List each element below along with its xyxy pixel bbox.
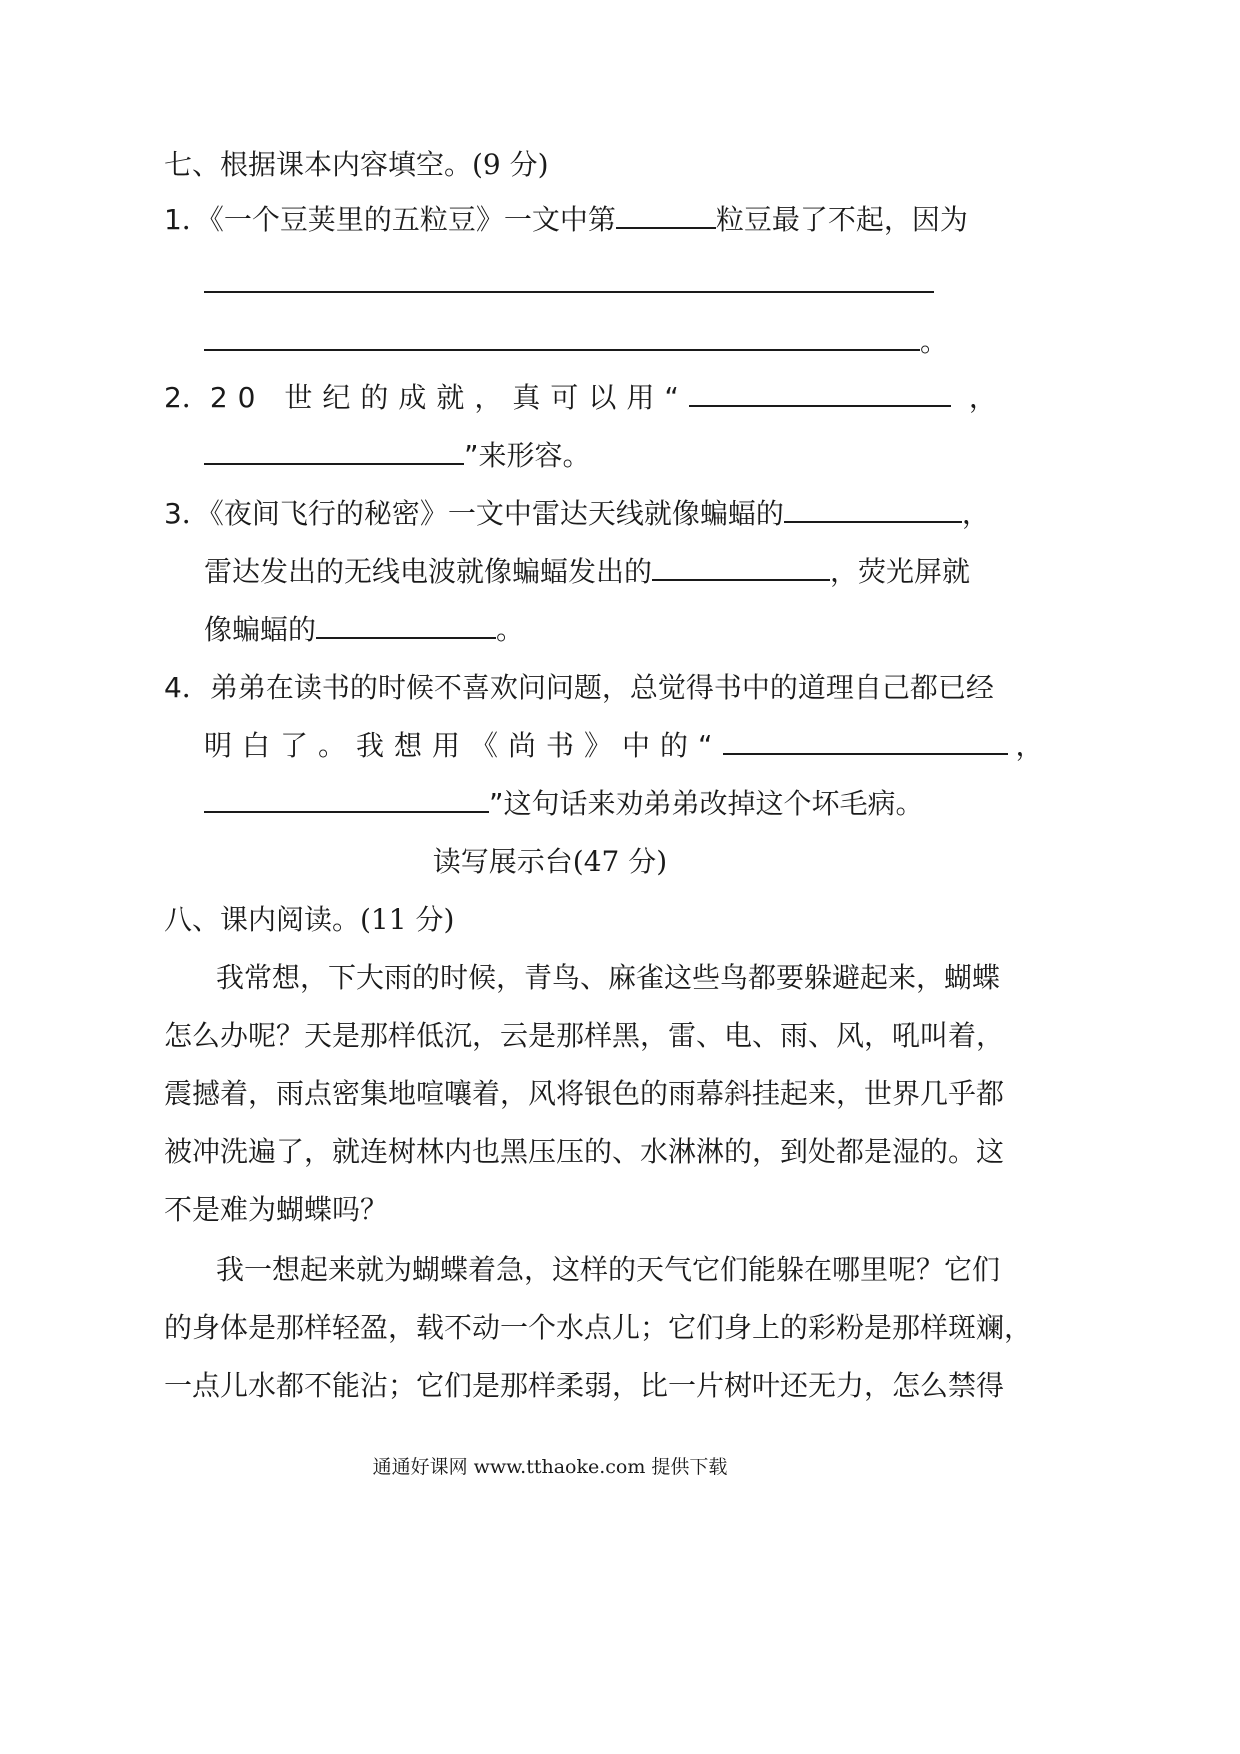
answer-blank[interactable] bbox=[689, 379, 951, 407]
paragraph-line: 我常想，下大雨的时候，青鸟、麻雀这些鸟都要躲避起来，蝴蝶 bbox=[216, 961, 1001, 994]
question-text: 《夜间飞行的秘密》一文中雷达天线就像蝙蝠的 bbox=[209, 497, 784, 530]
answer-line[interactable] bbox=[204, 349, 920, 351]
section-subheading: 读写展示台(47 分) bbox=[432, 845, 668, 878]
question-text: ，荧光屏就 bbox=[830, 555, 971, 588]
period-mark: 。 bbox=[920, 325, 949, 358]
question-2-cont bbox=[204, 436, 591, 476]
question-text: 弟弟在读书的时候不喜欢问问题，总觉得书中的道理自己都已经 bbox=[209, 671, 994, 704]
question-text: 。 bbox=[496, 613, 525, 646]
section-8-title: 八、课内阅读。(11 分) bbox=[164, 903, 455, 936]
paragraph-line: 不是难为蝴蝶吗？ bbox=[164, 1193, 389, 1226]
question-4 bbox=[164, 668, 994, 708]
question-3-line3 bbox=[204, 610, 524, 650]
question-text: 明白了。我想用《尚书》中的“ bbox=[204, 729, 723, 762]
comma-mark: ， bbox=[968, 381, 997, 414]
paragraph-line: 的身体是那样轻盈，载不动一个水点儿；它们身上的彩粉是那样斑斓， bbox=[164, 1311, 1033, 1344]
question-4-line2 bbox=[204, 726, 1044, 766]
page-footer: 通通好课网 www.tthaoke.com 提供下载 bbox=[372, 1456, 728, 1478]
question-text: 粒豆最了不起，因为 bbox=[715, 203, 968, 236]
answer-blank[interactable] bbox=[204, 785, 489, 813]
paragraph-line: 被冲洗遍了，就连树林内也黑压压的、水淋淋的，到处都是湿的。这 bbox=[164, 1135, 1005, 1168]
answer-blank[interactable] bbox=[784, 495, 962, 523]
question-number: 4． bbox=[164, 671, 210, 704]
question-4-line3 bbox=[204, 784, 924, 824]
answer-line[interactable] bbox=[204, 291, 934, 293]
question-2 bbox=[164, 378, 997, 418]
paragraph-line: 怎么办呢？天是那样低沉，云是那样黑，雷、电、雨、风，吼叫着， bbox=[164, 1019, 1005, 1052]
answer-blank[interactable] bbox=[316, 611, 496, 639]
question-text: 雷达发出的无线电波就像蝙蝠发出的 bbox=[204, 555, 653, 588]
answer-blank[interactable] bbox=[616, 201, 716, 229]
question-number: 3． bbox=[164, 497, 210, 530]
question-number: 2． bbox=[164, 381, 210, 414]
question-number: 1． bbox=[164, 203, 210, 236]
comma-mark: ， bbox=[1015, 729, 1044, 762]
question-text: ， bbox=[961, 497, 990, 530]
question-3 bbox=[164, 494, 990, 534]
answer-blank[interactable] bbox=[652, 553, 830, 581]
question-text: ”来形容。 bbox=[464, 439, 591, 472]
section-7-title: 七、根据课本内容填空。(9 分) bbox=[164, 148, 549, 181]
question-text: 《一个豆荚里的五粒豆》一文中第 bbox=[209, 203, 616, 236]
paragraph-line: 一点儿水都不能沾；它们是那样柔弱，比一片树叶还无力，怎么禁得 bbox=[164, 1369, 1005, 1402]
paragraph-line: 震撼着，雨点密集地喧嚷着，风将银色的雨幕斜挂起来，世界几乎都 bbox=[164, 1077, 1005, 1110]
question-3-line2 bbox=[204, 552, 970, 592]
question-1 bbox=[164, 200, 968, 240]
question-text: 像蝙蝠的 bbox=[204, 613, 317, 646]
question-text: 20 世纪的成就，真可以用“ bbox=[209, 381, 689, 414]
answer-blank[interactable] bbox=[204, 437, 464, 465]
paragraph-line: 我一想起来就为蝴蝶着急，这样的天气它们能躲在哪里呢？它们 bbox=[216, 1253, 1001, 1286]
question-text: ”这句话来劝弟弟改掉这个坏毛病。 bbox=[489, 787, 924, 820]
answer-blank[interactable] bbox=[723, 727, 1008, 755]
